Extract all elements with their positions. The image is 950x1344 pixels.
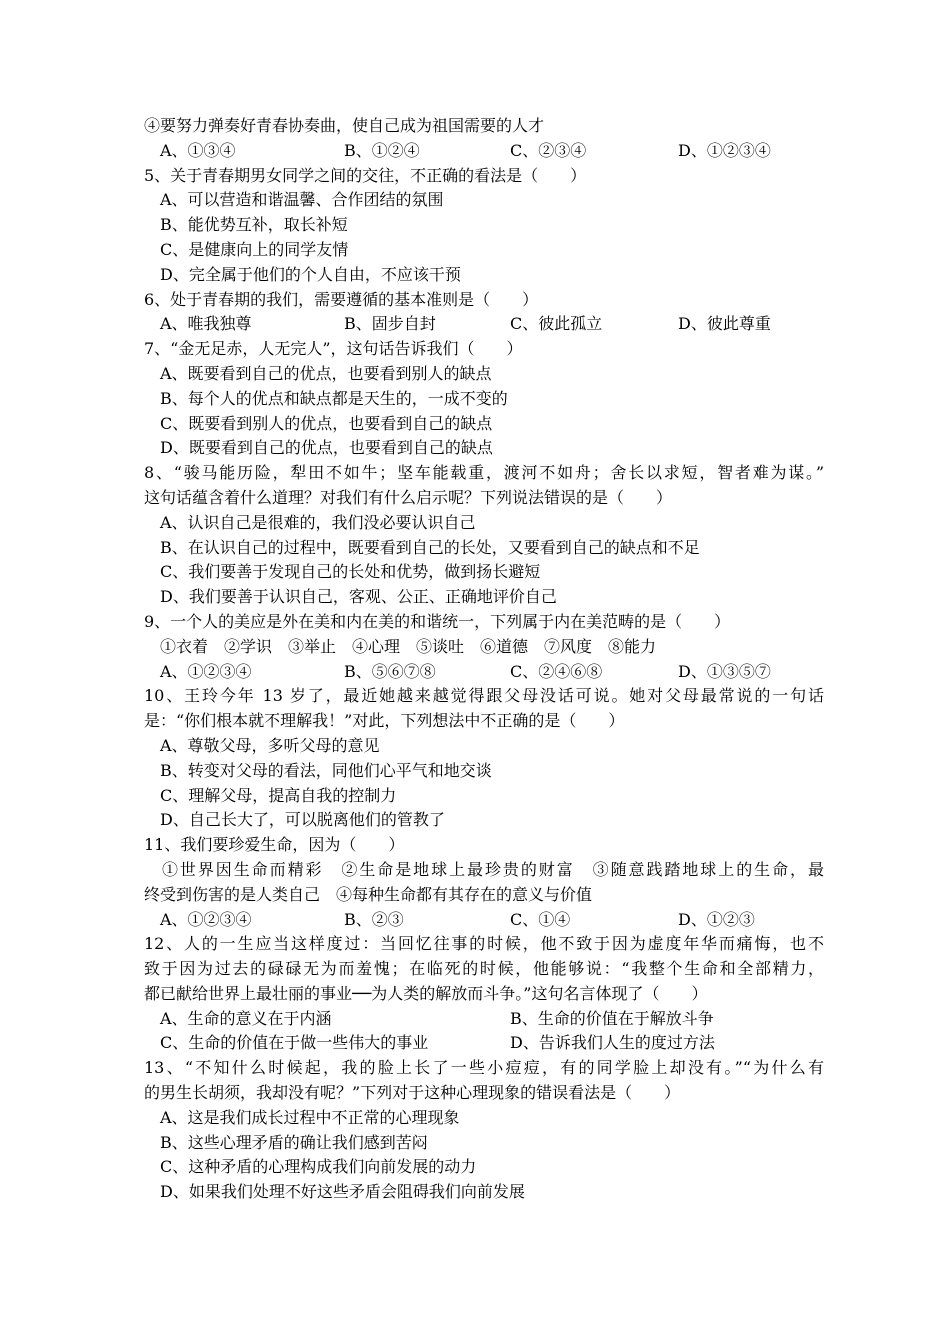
option-line: A、尊敬父母，多听父母的意见 bbox=[160, 735, 380, 755]
option-line: D、完全属于他们的个人自由，不应该干预 bbox=[160, 264, 461, 284]
question-line: 11、我们要珍爱生命，因为（ ） bbox=[144, 835, 405, 855]
options-row bbox=[144, 908, 824, 933]
option-text: C、②③④ bbox=[510, 140, 587, 160]
question-line: 9、一个人的美应是外在美和内在美的和谐统一，下列属于内在美范畴的是（ ） bbox=[144, 611, 731, 631]
question-line: 7、“金无足赤，人无完人”，这句话告诉我们（ ） bbox=[144, 339, 523, 359]
question-line: ①世界因生命而精彩 ②生命是地球上最珍贵的财富 ③随意践踏地球上的生命，最 bbox=[144, 859, 824, 879]
option-text: A、①②③④ bbox=[160, 661, 252, 681]
options-row bbox=[144, 1007, 824, 1032]
option-text: A、生命的意义在于内涵 bbox=[160, 1008, 332, 1028]
option-line: B、能优势互补，取长补短 bbox=[160, 215, 348, 235]
option-line: C、是健康向上的同学友情 bbox=[160, 239, 349, 259]
option-text: B、②③ bbox=[344, 909, 404, 929]
option-text: A、唯我独尊 bbox=[160, 314, 252, 334]
question-line: 终受到伤害的是人类自己 ④每种生命都有其存在的意义与价值 bbox=[144, 884, 593, 904]
option-line: C、这种矛盾的心理构成我们向前发展的动力 bbox=[160, 1157, 477, 1177]
question-line: 都已献给世界上最壮丽的事业──为人类的解放而斗争。”这句名言体现了（ ） bbox=[144, 983, 708, 1003]
option-text: D、彼此尊重 bbox=[678, 314, 771, 334]
option-line: A、既要看到自己的优点，也要看到别人的缺点 bbox=[160, 363, 492, 383]
option-line: A、这是我们成长过程中不正常的心理现象 bbox=[160, 1107, 460, 1127]
question-line: 6、处于青春期的我们，需要遵循的基本准则是（ ） bbox=[144, 289, 539, 309]
option-line: B、每个人的优点和缺点都是天生的，一成不变的 bbox=[160, 388, 508, 408]
option-line: D、既要看到自己的优点，也要看到自己的缺点 bbox=[160, 438, 493, 458]
option-line: A、认识自己是很难的，我们没必要认识自己 bbox=[160, 512, 476, 532]
option-text: C、彼此孤立 bbox=[510, 314, 603, 334]
option-line: B、转变对父母的看法，同他们心平气和地交谈 bbox=[160, 760, 492, 780]
question-line: 8、“骏马能历险，犁田不如牛；坚车能载重，渡河不如舟；舍长以求短，智者难为谋。” bbox=[144, 463, 824, 483]
question-line: 12、人的一生应当这样度过：当回忆往事的时候，他不致于因为虚度年华而痛悔，也不 bbox=[144, 934, 824, 954]
question-line: 10、王玲今年 13 岁了，最近她越来越觉得跟父母没话可说。她对父母最常说的一句话 bbox=[144, 686, 824, 706]
option-text: D、①②③ bbox=[678, 909, 755, 929]
question-line: ④要努力弹奏好青春协奏曲，使自己成为祖国需要的人才 bbox=[144, 116, 545, 135]
option-text: B、①②④ bbox=[344, 140, 420, 160]
question-line: 这句话蕴含着什么道理？对我们有什么启示呢？下列说法错误的是（ ） bbox=[144, 487, 673, 507]
option-text: B、生命的价值在于解放斗争 bbox=[510, 1008, 714, 1028]
option-text: B、固步自封 bbox=[344, 314, 436, 334]
option-line: D、我们要善于认识自己，客观、公正、正确地评价自己 bbox=[160, 587, 557, 607]
question-line: 是：“你们根本就不理解我！”对此，下列想法中不正确的是（ ） bbox=[144, 711, 625, 731]
option-text: C、①④ bbox=[510, 909, 571, 929]
question-line: 5、关于青春期男女同学之间的交往，不正确的看法是（ ） bbox=[144, 165, 587, 185]
option-text: C、②④⑥⑧ bbox=[510, 661, 603, 681]
option-line: ①衣着 ②学识 ③举止 ④心理 ⑤谈吐 ⑥道德 ⑦风度 ⑧能力 bbox=[160, 636, 657, 656]
option-line: B、这些心理矛盾的确让我们感到苦闷 bbox=[160, 1132, 428, 1152]
option-text: D、①③⑤⑦ bbox=[678, 661, 771, 681]
option-text: D、①②③④ bbox=[678, 140, 771, 160]
options-row bbox=[144, 660, 824, 685]
question-line: 致于因为过去的碌碌无为而羞愧；在临死的时候，他能够说：“我整个生命和全部精力， bbox=[144, 959, 824, 979]
option-text: A、①③④ bbox=[160, 140, 236, 160]
option-line: A、可以营造和谐温馨、合作团结的氛围 bbox=[160, 190, 444, 210]
option-line: C、既要看到别人的优点，也要看到自己的缺点 bbox=[160, 413, 493, 433]
exam-content bbox=[144, 114, 824, 1205]
option-line: D、如果我们处理不好这些矛盾会阻碍我们向前发展 bbox=[160, 1182, 525, 1202]
question-line: 13、“不知什么时候起，我的脸上长了一些小痘痘，有的同学脸上却没有。”“为什么有 bbox=[144, 1058, 824, 1078]
option-text: C、生命的价值在于做一些伟大的事业 bbox=[160, 1033, 429, 1053]
option-text: B、⑤⑥⑦⑧ bbox=[344, 661, 436, 681]
option-line: B、在认识自己的过程中，既要看到自己的长处，又要看到自己的缺点和不足 bbox=[160, 537, 700, 557]
option-line: D、自己长大了，可以脱离他们的管教了 bbox=[160, 810, 445, 830]
question-line: 的男生长胡须，我却没有呢？”下列对于这种心理现象的错误看法是（ ） bbox=[144, 1083, 681, 1103]
option-text: D、告诉我们人生的度过方法 bbox=[510, 1033, 715, 1053]
option-text: A、①②③④ bbox=[160, 909, 252, 929]
options-row bbox=[144, 139, 824, 164]
options-row bbox=[144, 1031, 824, 1056]
option-line: C、理解父母，提高自我的控制力 bbox=[160, 785, 397, 805]
options-row bbox=[144, 312, 824, 337]
option-line: C、我们要善于发现自己的长处和优势，做到扬长避短 bbox=[160, 562, 541, 582]
